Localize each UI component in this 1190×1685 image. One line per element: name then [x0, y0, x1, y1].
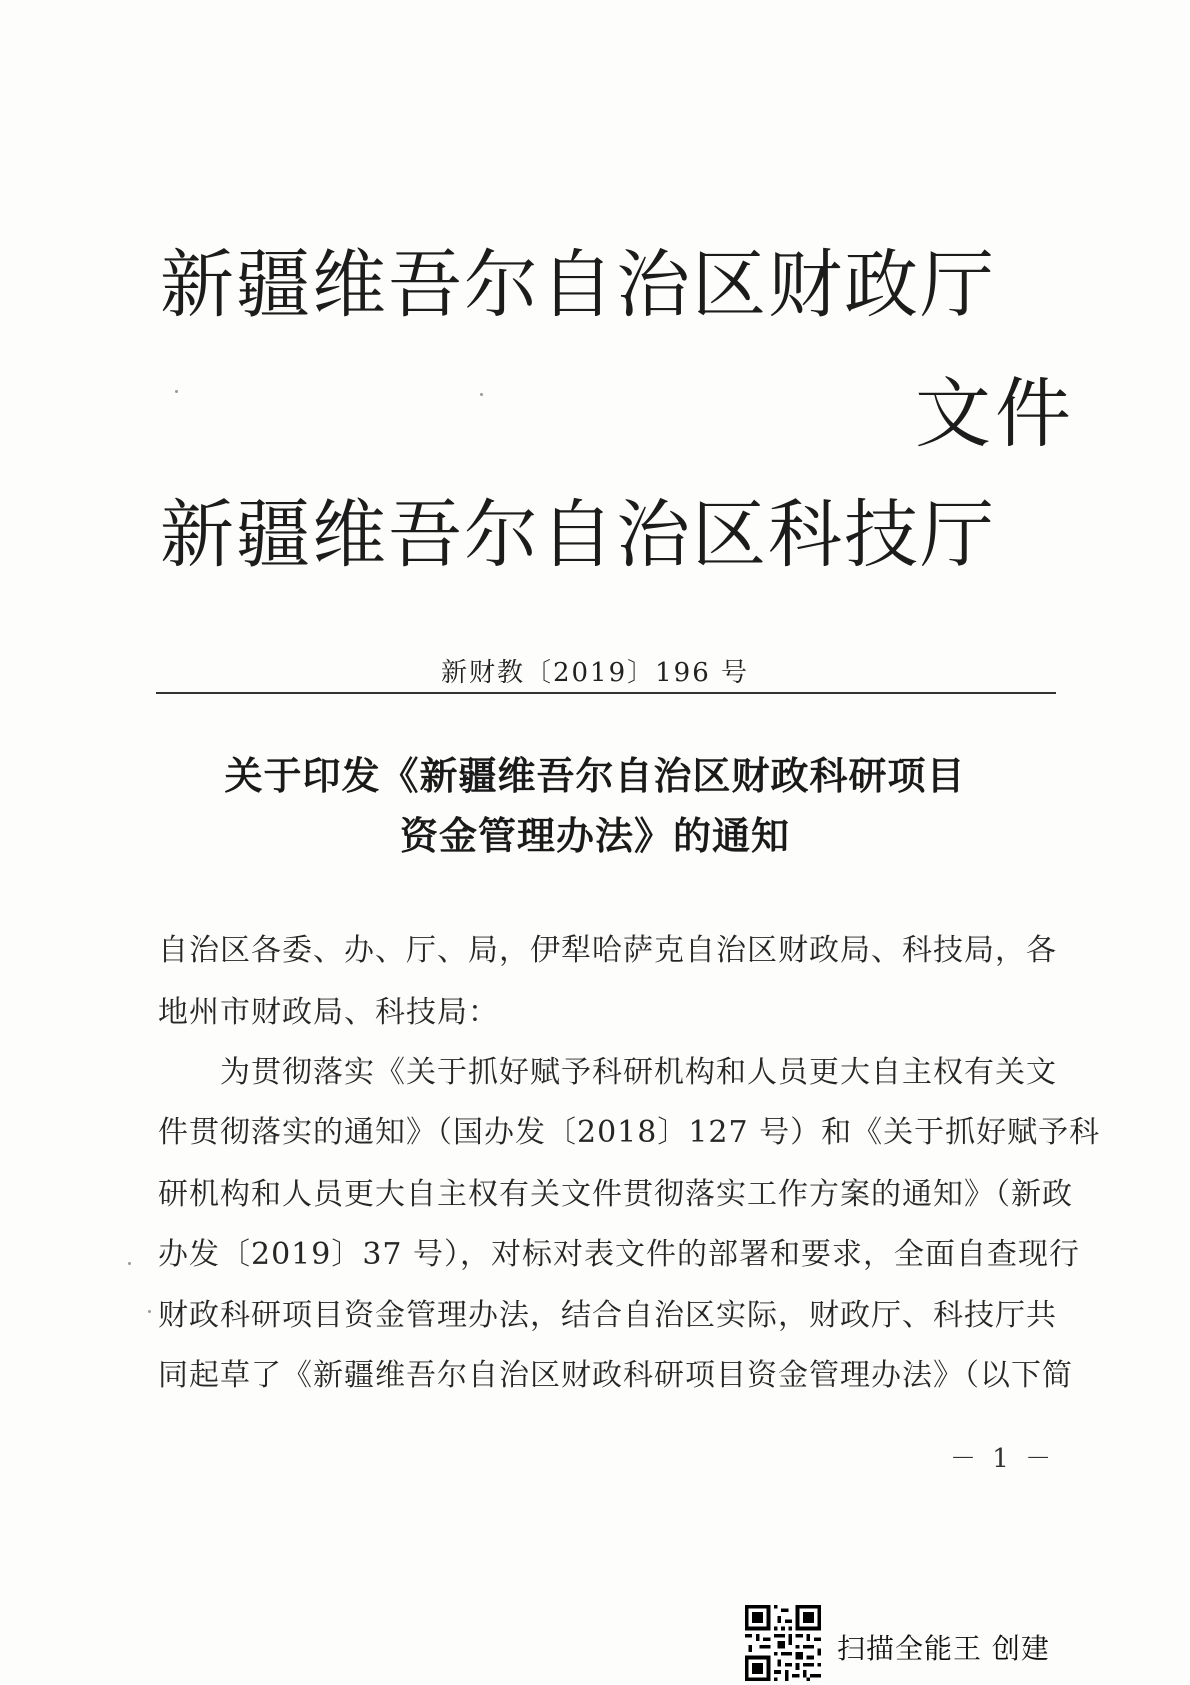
body-line: 件贯彻落实的通知》（国办发〔2018〕127 号）和《关于抓好赋予科 [158, 1115, 1101, 1150]
watermark-text: 扫描全能王 创建 [837, 1632, 1050, 1665]
scan-speck [128, 1262, 131, 1265]
body-line: 研机构和人员更大自主权有关文件贯彻落实工作方案的通知》（新政 [158, 1177, 1073, 1212]
body-line: 同起草了《新疆维吾尔自治区财政科研项目资金管理办法》（以下简 [158, 1358, 1073, 1393]
document-title-line-1: 关于印发《新疆维吾尔自治区财政科研项目 [224, 753, 966, 798]
body-line: 办发〔2019〕37 号），对标对表文件的部署和要求，全面自查现行 [158, 1237, 1081, 1272]
page-number: － 1 － [950, 1444, 1056, 1474]
body-line: 为贯彻落实《关于抓好赋予科研机构和人员更大自主权有关文 [158, 1055, 1057, 1090]
document-title-line-2: 资金管理办法》的通知 [399, 813, 790, 858]
issuer-science-department: 新疆维吾尔自治区科技厅 [160, 492, 996, 578]
qr-code-icon [745, 1605, 821, 1681]
body-line: 自治区各委、办、厅、局，伊犁哈萨克自治区财政局、科技局，各 [158, 933, 1057, 968]
body-line: 地州市财政局、科技局： [158, 995, 499, 1030]
document-number: 新财教〔2019〕196 号 [440, 658, 750, 688]
header-divider [156, 692, 1056, 694]
issuer-suffix-document: 文件 [915, 369, 1075, 458]
body-line: 财政科研项目资金管理办法，结合自治区实际，财政厅、科技厅共 [158, 1298, 1057, 1333]
scan-speck [148, 1310, 151, 1313]
scan-speck [480, 393, 483, 396]
scan-speck [175, 390, 178, 393]
scanner-watermark [745, 1605, 1065, 1685]
issuer-finance-department: 新疆维吾尔自治区财政厅 [160, 242, 996, 328]
